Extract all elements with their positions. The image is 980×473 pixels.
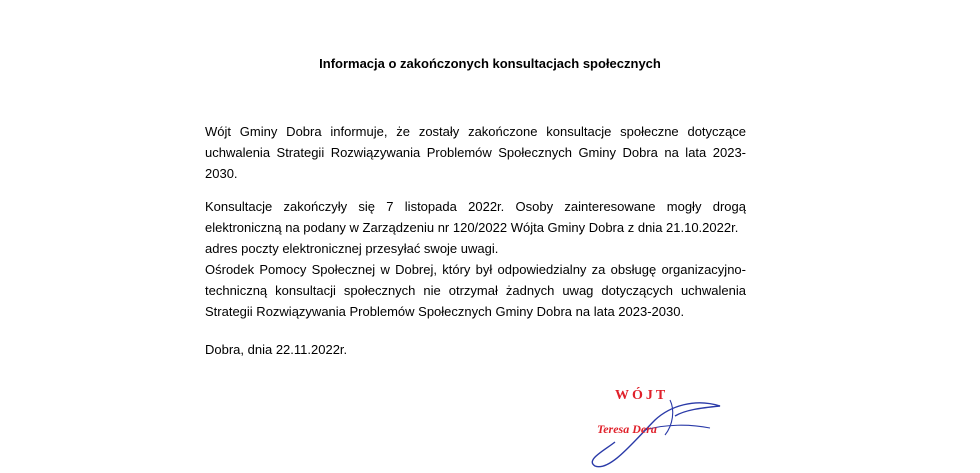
paragraph-1 <box>205 121 746 184</box>
paragraph-line: Ośrodek Pomocy Społecznej w Dobrej, który był odpowiedzialny za obsługę organizacyjno- <box>205 262 746 277</box>
paragraph-line: uchwalenia Strategii Rozwiązywania Problemów Społecznych Gminy Dobra na lata 2023-2030. <box>205 145 746 181</box>
signature-stamp <box>575 380 745 470</box>
paragraph-line: adres poczty elektronicznej przesyłać swoje uwagi. <box>205 241 499 256</box>
paragraph-3 <box>205 259 746 322</box>
paragraph-line: techniczną konsultacji społecznych nie otrzymał żadnych uwag dotyczących uchwalenia <box>205 283 746 298</box>
paragraph-line: elektroniczną na podany w Zarządzeniu nr 120/2022 Wójta Gminy Dobra z dnia 21.10.2022r. <box>205 220 739 235</box>
paragraph-2 <box>205 196 746 259</box>
document-body <box>205 121 746 322</box>
paragraph-line: Konsultacje zakończyły się 7 listopada 2022r. Osoby zainteresowane mogły drogą <box>205 199 746 214</box>
stamp-name: Teresa Dera <box>597 422 657 436</box>
paragraph-line: Wójt Gminy Dobra informuje, że zostały zakończone konsultacje społeczne dotyczące <box>205 124 746 139</box>
document-date: Dobra, dnia 22.11.2022r. <box>205 342 348 357</box>
document-title: Informacja o zakończonych konsultacjach społecznych <box>319 56 661 71</box>
stamp-title: WÓJT <box>615 388 669 403</box>
paragraph-line: Strategii Rozwiązywania Problemów Społecznych Gminy Dobra na lata 2023-2030. <box>205 304 685 319</box>
